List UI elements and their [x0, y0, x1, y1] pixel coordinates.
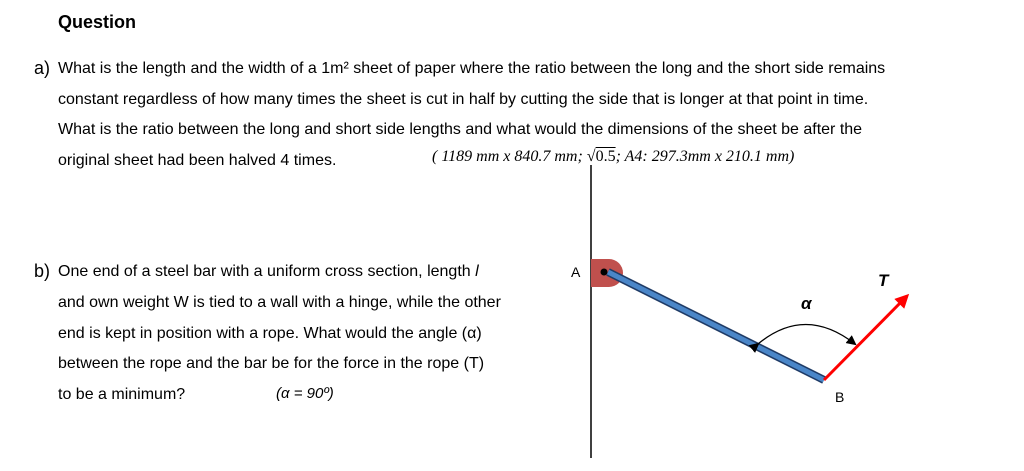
part-a-letter: a) [34, 58, 51, 78]
alpha-label: α [801, 294, 812, 313]
part-a-line-2: constant regardless of how many times the sheet is cut in half by cutting the side that is longer at that point in time. [58, 91, 869, 108]
part-a-line-3: What is the ratio between the long and short side lengths and what would the dimensions of the sheet be after the [58, 121, 863, 138]
question-heading: Question [58, 12, 137, 32]
part-b-line-2: and own weight W is tied to a wall with a hinge, while the other [58, 294, 501, 311]
sqrt-radicand: 0.5 [595, 148, 616, 165]
part-a-answer-post: ; A4: 297.3mm x 210.1 mm) [615, 148, 795, 165]
tension-label: T [878, 271, 889, 290]
part-b-line-4: between the rope and the bar be for the force in the rope (T) [58, 355, 485, 372]
part-b-line-5: to be a minimum? [58, 386, 186, 403]
part-a-answer-pre: ( 1189 mm x 840.7 mm; [432, 148, 587, 165]
part-b-letter: b) [34, 261, 51, 281]
part-a-line-4: original sheet had been halved 4 times. [58, 152, 337, 169]
part-a-line-1: What is the length and the width of a 1m² sheet of paper where the ratio between the long and the short side remains [58, 60, 886, 77]
sqrt-symbol: √ [586, 148, 596, 165]
point-b-label: B [835, 389, 845, 405]
hinge-pin [601, 269, 608, 276]
part-b-answer: (α = 90º) [276, 385, 334, 402]
rope-line [824, 296, 907, 380]
length-variable: l [475, 263, 479, 280]
point-a-label: A [571, 264, 581, 280]
part-b-line-1-text: One end of a steel bar with a uniform cross section, length [58, 263, 476, 280]
part-b-line-3: end is kept in position with a rope. What would the angle (α) [58, 325, 482, 342]
angle-arc [758, 325, 855, 345]
